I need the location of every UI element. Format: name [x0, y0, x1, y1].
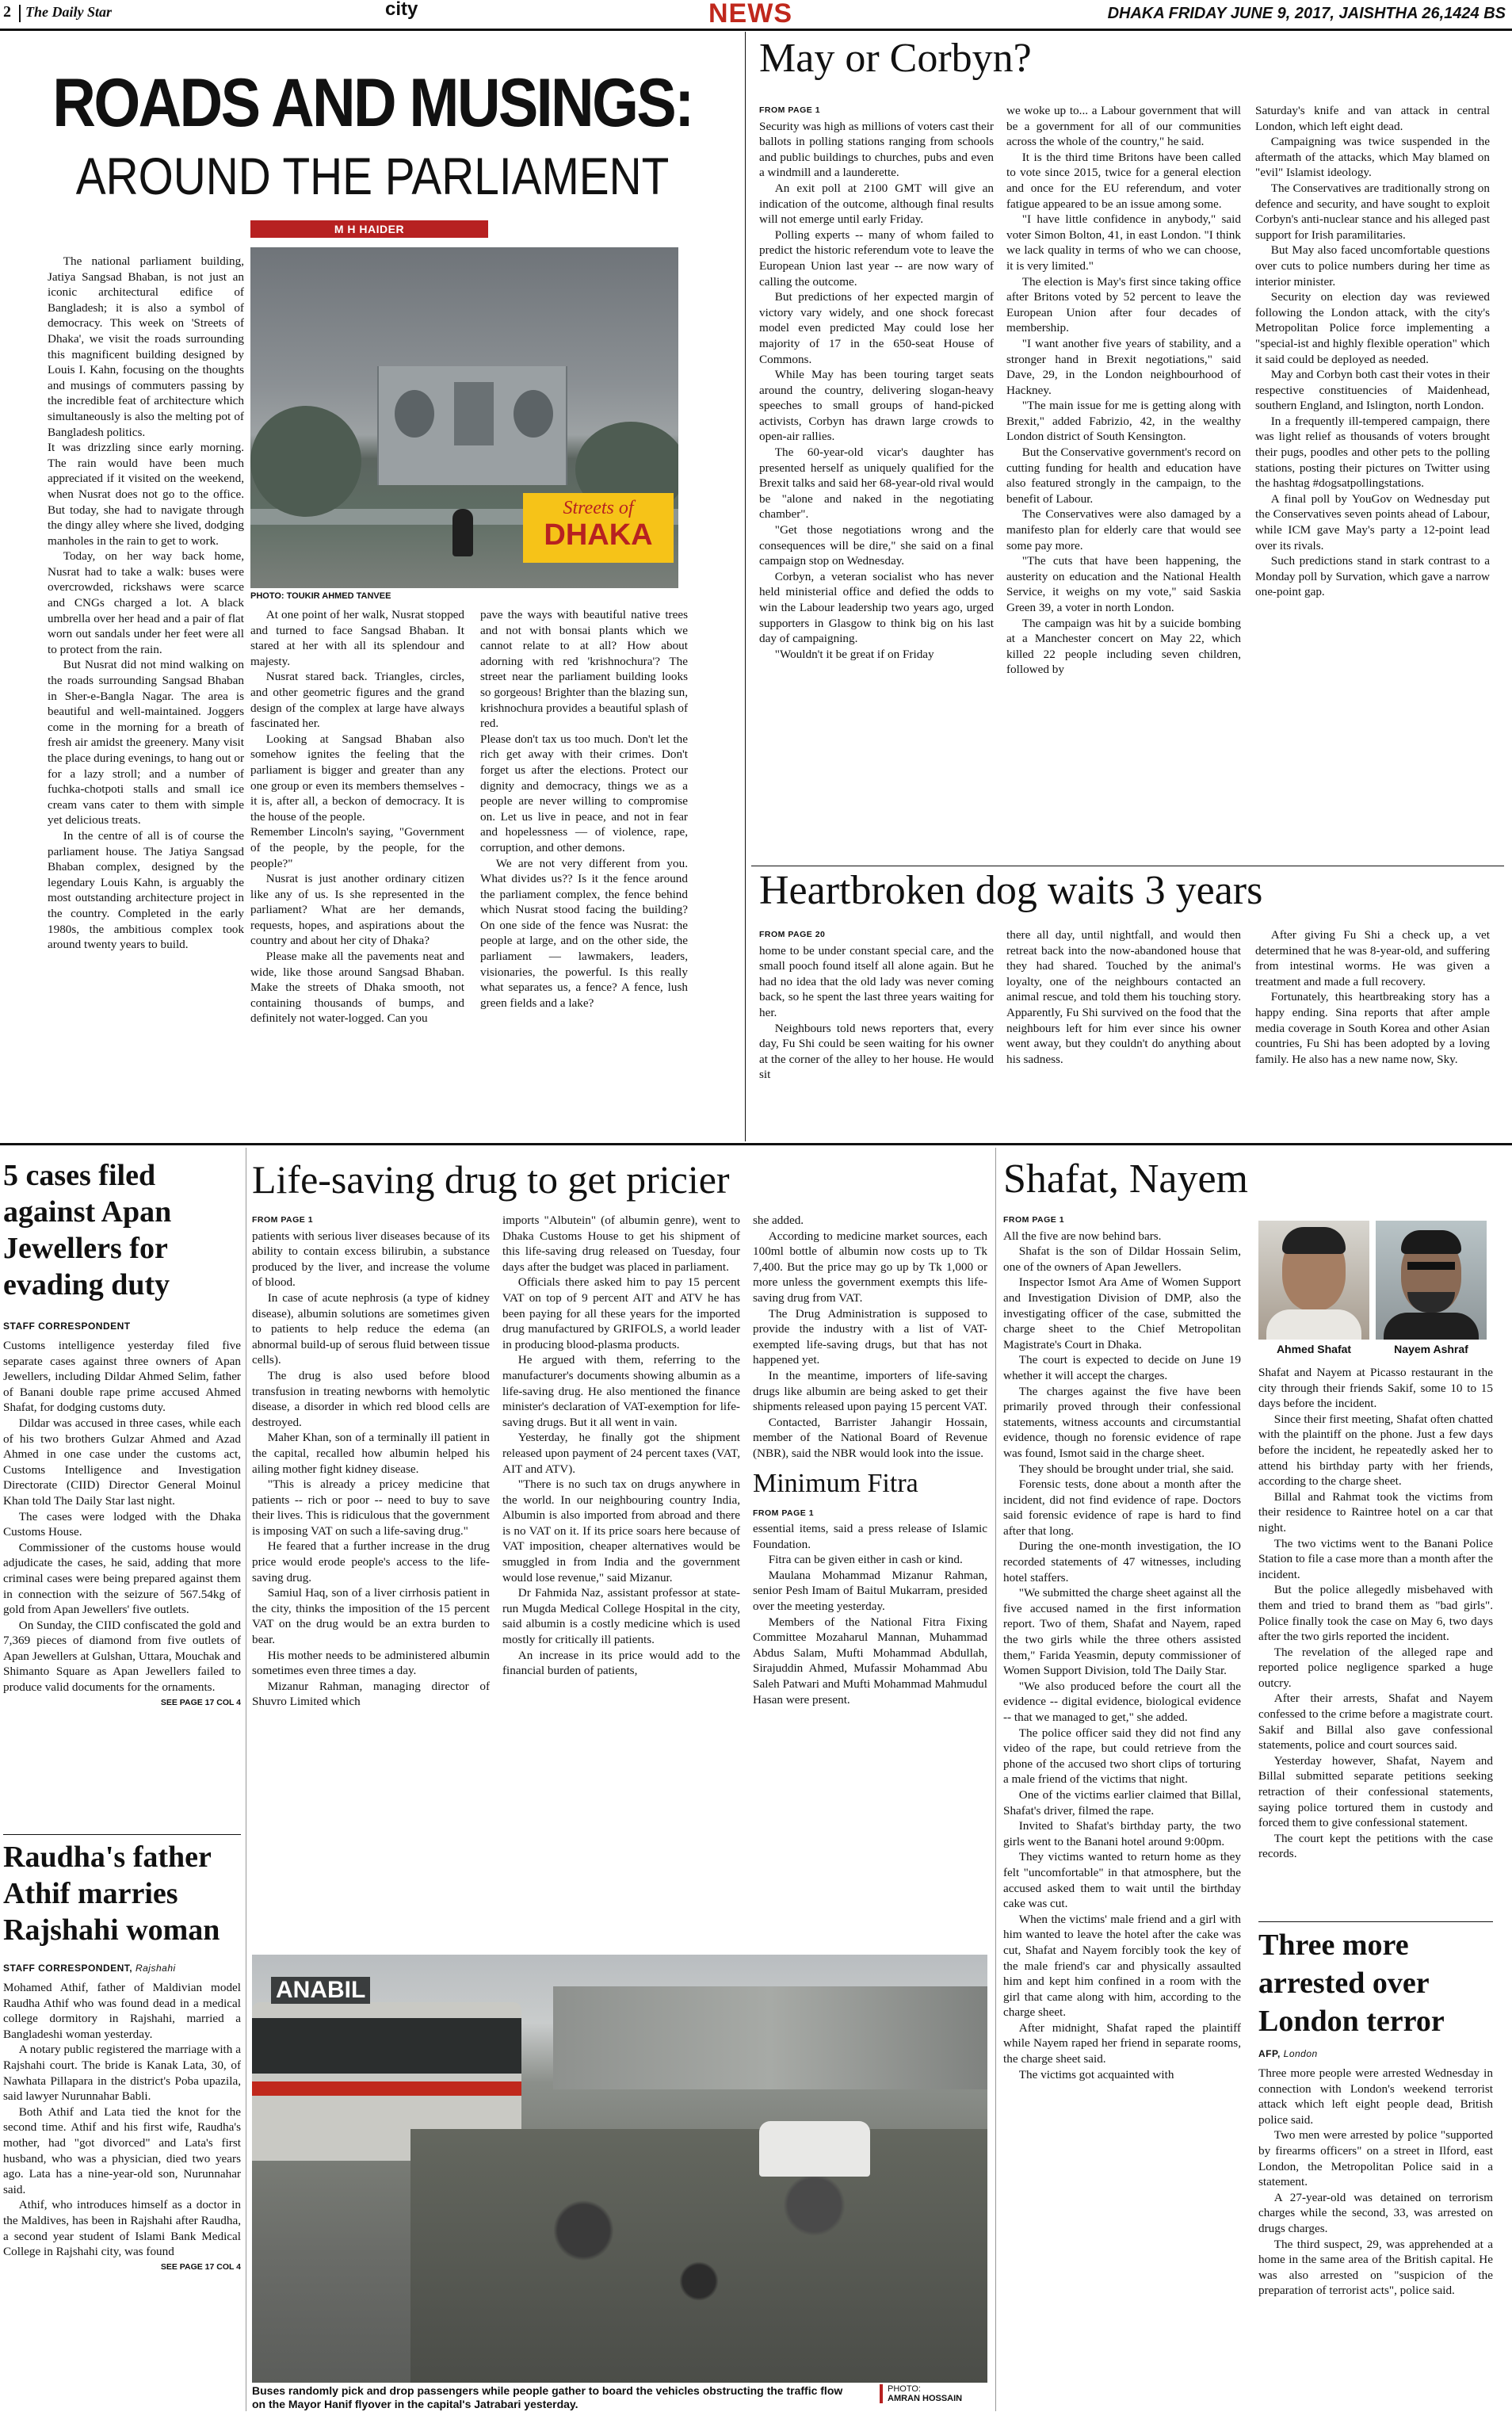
may-col-3 [1255, 103, 1490, 864]
raudha-byline-author: STAFF CORRESPONDENT, [3, 1963, 133, 1974]
drug-col-2 [502, 1213, 740, 1950]
may-para: "I want another five years of stability, and a stronger hand in Brexit negotiations," said Dave, 29, in the London neighbourhood of Hackney. [1006, 336, 1241, 397]
dog-para: After giving Fu Shi a check up, a vet determined that he was 8-year-old, and suffering from intestinal worms. He was given a treatment and made a full recovery. [1255, 928, 1490, 988]
mid-page-rule [0, 1143, 1512, 1145]
dateline-text: DHAKA FRIDAY JUNE 9, 2017, JAISHTHA 26,1424 BS [1107, 5, 1506, 22]
london-byline [1258, 2048, 1318, 2059]
drug-para: Contacted, Barrister Jahangir Hossain, member of the National Board of Revenue (NBR), said the NBR would look into the issue. [753, 1415, 987, 1460]
london-para: A 27-year-old was detained on terrorism charges while the second, 33, was arrested on drugs charges. [1258, 2190, 1493, 2235]
roads-para: pave the ways with beautiful native trees and not with bonsai plants which we cannot relate to at all? How about adorning with red 'krishnochura'? The street near the parliament building looks so gorgeous! Brighter than the blazing sun, krishnochura provides a beautiful splash of red. [480, 608, 688, 731]
roads-col-3 [480, 607, 688, 1114]
london-para: The third suspect, 29, was apprehended at a home in the same area of the British capital. He was also arrested on "suspicion of the preparation of terrorist acts", police said. [1258, 2237, 1493, 2298]
drug-para: she added. [753, 1214, 804, 1227]
skyline [553, 1986, 987, 2089]
apan-byline: STAFF CORRESPONDENT [3, 1321, 131, 1332]
shafat-para: But the police allegedly misbehaved with them and tried to brand them as "bad girls". Police finally took the case on May 6, two days after the two girls reported the incident. [1258, 1583, 1493, 1644]
london-body [1258, 2066, 1493, 2408]
crowd [410, 2129, 987, 2383]
may-para: An exit poll at 2100 GMT will give an indication of the outcome, although final results will not emerge until early Friday. [759, 181, 994, 227]
may-para: Polling experts -- many of whom failed to predict the historic referendum vote to leave the European Union last year -- are now wary of calling the outcome. [759, 227, 994, 289]
shafat-para: The court kept the petitions with the case records. [1258, 1831, 1493, 1861]
drug-headline: Life-saving drug to get pricier [252, 1157, 730, 1202]
shafat-col-1 [1003, 1213, 1241, 2408]
shafat-para: Shafat and Nayem at Picasso restaurant in the city through their friends Sakif, some 10 to 15 days before the incident. [1258, 1366, 1493, 1411]
drug-para: He feared that a further increase in the drug price would erode people's access to the life-saving drug. [252, 1539, 490, 1584]
roads-byline [250, 220, 488, 238]
roads-photo-credit: PHOTO: TOUKIR AHMED TANVEE [250, 591, 391, 601]
shafat-para: After midnight, Shafat raped the plaintiff while Nayem raped her friend in separate rooms, the charge sheet said. [1003, 2020, 1241, 2066]
dog-para: Fortunately, this heartbreaking story has a happy ending. Sina reports that after ample media coverage in South Korea and other Asian countries, Fu Shi has been adopted by a loving family. He also has a new name now, Sky. [1255, 990, 1490, 1066]
may-para: Such predictions stand in stark contrast to a Monday poll by Survation, which gave a narrow one-point gap. [1255, 554, 1490, 599]
shafat-para: Billal and Rahmat took the victims from their residence to Raintree hotel on a car that night. [1258, 1489, 1493, 1535]
raudha-para: Mohamed Athif, father of Maldivian model Raudha Athif who was found dead in a medical college dormitory in Rajshahi, married a Bangladeshi woman yesterday. [3, 1981, 241, 2041]
dog-from: FROM PAGE 20 [759, 930, 826, 939]
bus-sign: ANABIL [271, 1977, 370, 2004]
roads-para: Please don't tax us too much. Don't let the rich get away with their crimes. Don't forget us after the elections. Protect our dignity and democracy, things we as a people are never willing to compromise on. Let us live in peace, and not in fear and hopelessness — of violence, rape, corruption, and other demons. [480, 732, 688, 854]
drug-para: His mother needs to be administered albumin sometimes even three times a day. [252, 1648, 490, 1678]
drug-para: Samiul Haq, son of a liver cirrhosis patient in the city, thinks the imposition of the 15 percent VAT on the drug would be an extra burden to bear. [252, 1586, 490, 1647]
shafat-para: After their arrests, Shafat and Nayem confessed to the crime before a magistrate court. Sakif and Billal also gave confessional statements, police and court sources said. [1258, 1691, 1493, 1753]
drug-para: An increase in its price would add to the financial burden of patients, [502, 1648, 740, 1678]
apan-para: The cases were lodged with the Dhaka Customs House. [3, 1509, 241, 1539]
car [759, 2121, 870, 2177]
streets-of-dhaka-badge [523, 493, 674, 563]
drug-para: The Drug Administration is supposed to provide the industry with a list of VAT-exempted life-saving drugs, but that has not happened yet. [753, 1306, 987, 1367]
roads-para: At one point of her walk, Nusrat stopped and turned to face Sangsad Bhaban. It stared at her with all its splendour and majesty. [250, 608, 464, 668]
badge-top-text: Streets of [563, 498, 634, 518]
may-para: Campaigning was twice suspended in the aftermath of the attacks, which May blamed on "evil" Islamist ideology. [1255, 135, 1490, 180]
raudha-para: A notary public registered the marriage with a Rajshahi court. The bride is Kanak Lata, 30, of Nawhata Pillapara in the district's Poba upazila, said lawyer Nurunnahar Babli. [3, 2043, 241, 2104]
shafat-para: The two victims went to the Banani Police Station to file a case more than a month after the incident. [1258, 1536, 1493, 1581]
page-number: 2 [3, 3, 11, 21]
dog-para: home to be under constant special care, and the small pooch found itself all alone again. But he had no idea that the old lady was never coming back, so he spent the last three years waiting for her. [759, 943, 994, 1019]
may-col-2 [1006, 103, 1241, 864]
raudha-jump[interactable]: SEE PAGE 17 COL 4 [160, 2261, 241, 2272]
roads-col-2 [250, 607, 464, 1114]
apan-jump[interactable]: SEE PAGE 17 COL 4 [160, 1697, 241, 1707]
may-para: "I have little confidence in anybody," said voter Simon Bolton, 41, in east London. "I think we lack quality in terms of who we can choose, it is very limited." [1006, 212, 1241, 273]
apan-para: On Sunday, the CIID confiscated the gold and 7,369 pieces of diamond from five outlets of Apan Jewellers at Gulshan, Uttara, Mouchak and Shimanto Square as Apan Jewellers failed to produce valid documents for the ornaments. [3, 1618, 241, 1695]
london-para: Two men were arrested by police "supported by firearms officers" on a street in Ilford, east London, the Metropolitan Police said in a statement. [1258, 2128, 1493, 2189]
may-para: It is the third time Britons have been called to vote since 2015, twice for a general election and once for the EU referendum, and voter fatigue appeared to be an issue among some. [1006, 150, 1241, 211]
section-label: city [385, 0, 418, 20]
shafat-para: All the five are now behind bars. [1003, 1229, 1162, 1243]
raudha-para: Both Athif and Lata tied the knot for the second time. Athif and his first wife, Raudha's mother, had "got divorced" and Lata's first husband, who was a physician, died two years ago. Lata has a nine-year-old son, Nurunnahar said. [3, 2104, 241, 2196]
flyover-credit [880, 2384, 987, 2403]
badge-bottom-text: DHAKA [544, 518, 653, 552]
may-para: The 60-year-old vicar's daughter has presented herself as uniquely qualified for the Brexit talks and said her 68-year-old rival would be "alone and naked in the negotiating chamber". [759, 445, 994, 522]
drug-para: Dr Fahmida Naz, assistant professor at state-run Mugda Medical College Hospital in the city, said albumin is a costly medicine which is used mostly for critically ill patients. [502, 1586, 740, 1647]
feature-divider [745, 32, 746, 1141]
nayem-photo-name: Nayem Ashraf [1394, 1343, 1468, 1355]
apan-para: Customs intelligence yesterday filed five separate cases against three owners of Apan Jewellers, including Dildar Ahmed Selim, father of Banani double rape prime accused Ahmed Shafat, for dodging customs duty. [3, 1339, 241, 1415]
drug-para: Maher Khan, son of a terminally ill patient in the capital, recalled how albumin helped his ailing mother fight kidney disease. [252, 1431, 490, 1476]
page-dateline [1108, 5, 1506, 23]
shafat-para: Shafat is the son of Dildar Hossain Selim, one of the owners of Apan Jewellers. [1003, 1244, 1241, 1274]
drug-para: Officials there asked him to pay 15 percent VAT on top of 9 percent AIT and ATV he has been paying for all these years for the imported drug manufactured by GRIFOLS, a world leader in producing blood-plasma products. [502, 1275, 740, 1351]
drug-from: FROM PAGE 1 [252, 1215, 314, 1225]
shafat-para: During the one-month investigation, the IO recorded statements of 47 witnesses, including hotel staffers. [1003, 1539, 1241, 1584]
shafat-para: The court is expected to decide on June 19 whether it will accept the charges. [1003, 1353, 1241, 1382]
drug-para: "There is no such tax on drugs anywhere in the world. In our neighbouring country India, Albumin is also imported from abroad and there is no VAT on it. If its price soars here because of VAT imposition, cheaper alternatives would be smuggled in from India and the government would lose revenue," said Mizanur. [502, 1477, 740, 1584]
drug-para: According to medicine market sources, each 100ml bottle of albumin now costs up to Tk 7,400. But the price may go up by Tk 1,000 or more unless the government exempts this life-saving drug from VAT. [753, 1229, 987, 1305]
may-para: Security was high as millions of voters cast their ballots in polling stations ranging from schools and public buildings to churches, pubs and even a windmill and a launderette. [759, 119, 994, 180]
roads-para: Nusrat stared back. Triangles, circles, and other geometric figures and the grand design of the complex at large have always fascinated her. [250, 670, 464, 731]
shafat-para: They victims wanted to return home as they felt "uncomfortable" in that atmosphere, but the accused asked them to wait until the birthday cake was cut. [1003, 1850, 1241, 1911]
apan-headline: 5 cases filed against Apan Jewellers for evading duty [3, 1159, 172, 1302]
may-para: May and Corbyn both cast their votes in their respective constituencies of Maidenhead, southern England, and Islington, north London. [1255, 368, 1490, 413]
shafat-para: Since their first meeting, Shafat often chatted with the plaintiff on the phone. Just a few days before the incident, he repeatedly asked her to attend his birthday party with her friends, according to the charge sheet. [1258, 1412, 1493, 1489]
may-para: While May has been touring target seats around the country, delivering slogan-heavy speeches to small groups of hand-picked activists, Corbyn has drawn large crowds to open-air rallies. [759, 368, 994, 444]
fitra-headline: Minimum Fitra [753, 1468, 918, 1498]
london-para: Three more people were arrested Wednesday in connection with London's weekend terrorist attack which left eight people dead, British police said. [1258, 2066, 1493, 2127]
drug-col-1 [252, 1213, 490, 1950]
shafat-para: "We also produced before the court all the evidence -- digital evidence, biological evidence -- that we managed to get," she added. [1003, 1679, 1241, 1724]
london-headline: Three more arrested over London terror [1258, 1928, 1445, 2038]
roads-para: Nusrat is just another ordinary citizen like any of us. Is she represented in the parliament? What are her demands, requests, hopes, and aspirations about the country and about her city of Dhaka? [250, 872, 464, 948]
apan-para: Dildar was accused in three cases, while each of his two brothers Gulzar Ahmed and Azad Ahmed in one case under the customs act, Customs Intelligence and Investigation Directorate (CIID) Director General Moinul Khan told The Daily Star last night. [3, 1416, 241, 1508]
may-para: In a frequently ill-tempered campaign, there was light relief as thousands of voters brought their pugs, poodles and other pets to the polling stations, posting their pictures on Twitter using the hashtag #dogsatpollingstations. [1255, 414, 1490, 491]
flyover-caption-text: Buses randomly pick and drop passengers while people gather to board the vehicles obstructing the traffic flow on the Mayor Hanif flyover in the capital's Jatrabari yesterday. [252, 2384, 843, 2410]
may-from: FROM PAGE 1 [759, 105, 821, 115]
shafat-para: When the victims' male friend and a girl with him wanted to leave the hotel after the cake was cut, Shafat and Nayem forcibly took the key of the male friend's car and physically assaulted him and kept him confined in a room with the girl that came along with him, according to the charge sheet. [1003, 1912, 1241, 2020]
drug-para: patients with serious liver diseases because of its ability to contain excess bilirubin, a substance produced by the liver, and increase the volume of blood. [252, 1229, 490, 1290]
may-para: Corbyn, a veteran socialist who has never held ministerial office and defied the odds to win the Labour leadership two years ago, urged supporters in Glasgow to think big on his last day of campaigning. [759, 569, 994, 646]
drug-para: imports "Albutein" (of albumin genre), went to Dhaka Customs House to get his shipment of this life-saving drug released on Tuesday, four days after the budget was placed in parliament. [502, 1214, 740, 1274]
may-para: But predictions of her expected margin of victory vary widely, and one shock forecast model even predicted May could lose her majority of 17 in the 650-seat House of Commons. [759, 290, 994, 366]
roads-para: Please make all the pavements neat and wide, like those around Sangsad Bhaban. Make the streets of Dhaka smooth, not containing thousands of bumps, and definitely not water-logged. Can you [250, 950, 464, 1026]
flyover-caption [252, 2384, 854, 2411]
raudha-byline [3, 1963, 176, 1974]
shafat-para: They should be brought under trial, she said. [1018, 1462, 1234, 1476]
shafat-para: Invited to Shafat's birthday party, the two girls went to the Banani hotel around 9:00pm. [1003, 1819, 1241, 1848]
may-para: "The main issue for me is getting along with Brexit," added Fabrizio, 42, in the wealthy London district of South Kensington. [1006, 399, 1241, 444]
may-headline: May or Corbyn? [759, 36, 1032, 81]
drug-col-3 [753, 1213, 987, 1950]
nayem-photo [1376, 1221, 1487, 1340]
roads-para: Looking at Sangsad Bhaban also somehow ignites the feeling that the parliament is bigger and greater than any one group or even its members themselves - it is, after all, a beckon of democracy. It is the house of the people. [250, 732, 464, 824]
dog-col-2 [1006, 927, 1241, 1126]
shafat-from: FROM PAGE 1 [1003, 1215, 1065, 1225]
roads-para: The national parliament building, Jatiya Sangsad Bhaban, is not just an iconic architectural edifice of Bangladesh; it is also a symbol of democracy. This week on 'Streets of Dhaka', we visit the roads surrounding this magnificent building designed by Louis I. Kahn, focusing on the thoughts and musings of commuters passing by the incredible feat of architecture which simultaneously is also the melting pot of Bangladesh politics. [48, 254, 244, 439]
roads-col-1 [48, 254, 244, 1114]
shafat-photo [1258, 1221, 1369, 1340]
shafat-para: One of the victims earlier claimed that Billal, Shafat's driver, filmed the rape. [1003, 1787, 1241, 1818]
roads-feature [0, 32, 745, 1141]
flyover-credit-label: PHOTO: [888, 2384, 921, 2394]
dog-col-3 [1255, 927, 1490, 1126]
fitra-para: essential items, said a press release of Islamic Foundation. [753, 1522, 987, 1551]
flyover-credit-name: AMRAN HOSSAIN [888, 2394, 963, 2403]
may-para: The election is May's first since taking office after Britons voted by 52 percent to leave the European Union after four decades of membership. [1006, 274, 1241, 335]
dog-headline: Heartbroken dog waits 3 years [759, 868, 1263, 913]
shafat-para: Forensic tests, done about a month after the incident, did not find evidence of rape. Doctors said forensic evidence of rape is hard to find after that long. [1003, 1477, 1241, 1538]
may-para: we woke up to... a Labour government that will be a government for all of our communities across the whole of the country," he said. [1006, 104, 1241, 149]
roads-byline-text: M H HAIDER [334, 223, 405, 235]
fitra-from: FROM PAGE 1 [753, 1508, 815, 1518]
london-byline-place: London [1283, 2048, 1318, 2059]
drug-para: In the meantime, importers of life-saving drugs like albumin are being asked to get their shipments released upon paying 15 percent VAT. [753, 1368, 987, 1414]
news-label: NEWS [708, 0, 792, 29]
dog-para: Neighbours told news reporters that, every day, Fu Shi could be seen waiting for his owner at the corner of the alley to her house. He would sit [759, 1021, 994, 1082]
drug-para: "This is already a pricey medicine that patients -- rich or poor -- need to buy to save their lives. This is ridiculous that the government is imposing VAT on such a life-saving drug." [252, 1477, 490, 1538]
may-para: "Get those negotiations wrong and the consequences will be dire," she said on a final campaign stop on Wednesday. [759, 523, 994, 568]
shafat-para: The revelation of the alleged rape and reported police negligence sparked a huge outcry. [1258, 1645, 1493, 1690]
roads-para: Remember Lincoln's saying, "Government of the people, by the people, for the people?" [250, 825, 464, 870]
shafat-para: Yesterday however, Shafat, Nayem and Billal submitted separate petitions seeking retraction of their confessional statements, saying police tortured them in custody and forced them to give confessional statement. [1258, 1753, 1493, 1830]
shafat-para: The victims got acquainted with [1018, 2067, 1174, 2081]
may-para: The campaign was hit by a suicide bombing at a Manchester concert on May 22, which killed 22 people including seven children, followed by [1006, 616, 1241, 677]
page-number-divider [19, 5, 21, 22]
right-col-divider [995, 1148, 996, 2411]
parliament-building [377, 366, 567, 485]
roads-subtitle: AROUND THE PARLIAMENT [75, 147, 670, 205]
page-header [0, 0, 1512, 29]
may-para: The Conservatives were also damaged by a manifesto plan for elderly care that would see some pay more. [1006, 507, 1241, 552]
raudha-body [3, 1980, 241, 2408]
drug-para: Yesterday, he finally got the shipment released upon payment of 24 percent taxes (VAT, AIT and ATV). [502, 1431, 740, 1476]
drug-para: He argued with them, referring to the manufacturer's documents showing albumin as a life-saving drug. He also mentioned the finance minister's declaration of VAT-exemption for life-saving drugs. But it all went in vain. [502, 1353, 740, 1429]
may-para: But the Conservative government's record on cutting funding for health and education have also featured strongly in the campaign, to the benefit of Labour. [1006, 445, 1241, 506]
raudha-para: Athif, who introduces himself as a doctor in the Maldives, has been in Rajshahi after Raudha, a second year student of Islami Bank Medical College in Rajshahi city, was found [3, 2198, 241, 2259]
fitra-para: Members of the National Fitra Fixing Committee Mozaharul Mannan, Muhammad Abdus Salam, Mufti Mohammad Abdullah, Sirajuddin Ahmed, Mufassir Mohammad Abu Saleh Patwari and Mufti Mohammad Mahmudul Hasan were present. [753, 1615, 987, 1707]
fitra-para: Fitra can be given either in cash or kind. [768, 1553, 963, 1567]
may-para: Security on election day was reviewed following the London attack, with the city's Metropolitan Police force implementing a "special-ist and highly flexible operation" which it said could be deployed as needed. [1255, 290, 1490, 366]
roads-para: In the centre of all is of course the parliament house. The Jatiya Sangsad Bhaban complex, designed by the legendary Louis Kahn, is arguably the most outstanding architecture project in the country. Completed in the early 1980s, the ambitious complex took around twenty years to build. [48, 828, 244, 952]
shafat-para: "We submitted the charge sheet against all the five accused named in the first information report. Two of them, Shafat and Nayem, raped the two girls while the three others assisted them," Farida Yeasmin, deputy commissioner of Women Support Division, told The Daily Star. [1003, 1586, 1241, 1678]
shafat-headline: Shafat, Nayem [1003, 1156, 1249, 1202]
may-para: A final poll by YouGov on Wednesday put the Conservatives seven points ahead of Labour, while ICM gave May's party a 12-point lead over its rivals. [1255, 491, 1490, 552]
umbrella-figure [452, 509, 473, 556]
shafat-photo-name: Ahmed Shafat [1276, 1343, 1352, 1355]
masthead-logo: The Daily Star [25, 4, 113, 20]
may-para: Saturday's knife and van attack in central London, which left eight dead. [1255, 104, 1490, 133]
dog-col-1 [759, 927, 994, 1126]
roads-para: But Nusrat did not mind walking on the roads surrounding Sangsad Bhaban in Sher-e-Bangla Nagar. The area is beautiful and well-maintained. Joggers come in the morning for a breath of fresh air amidst the greenery. Many visit the place during evenings, to hang out or for a lazy stroll; and a number of fuchka-chotpoti stalls and small ice cream vans cater to them with simple yet delicious treats. [48, 658, 244, 828]
fitra-para: Maulana Mohammad Mizanur Rahman, senior Pesh Imam of Baitul Mukarram, presided over the meeting yesterday. [753, 1568, 987, 1614]
roads-para: It was drizzling since early morning. The rain would have been much appreciated if it visited on the weekend, when Nusrat does not go to the office. But today, she had to navigate through the dingy alley where she lived, dodging manholes in the rain to get to work. [48, 441, 244, 548]
may-para: The Conservatives are traditionally strong on defence and security, and have sought to exploit Corbyn's anti-nuclear stance and his alleged past support for Irish paramilitaries. [1255, 181, 1490, 242]
london-byline-author: AFP, [1258, 2048, 1281, 2059]
tree [250, 406, 361, 517]
may-para: "Wouldn't it be great if on Friday [774, 647, 934, 661]
shafat-para: Inspector Ismot Ara Ame of Women Support and Investigation Division of DMP, also the investigating officer of the case, submitted the charge sheet to the Chief Metropolitan Magistrate's Court in Dhaka. [1003, 1275, 1241, 1351]
raudha-byline-place: Rajshahi [135, 1963, 176, 1974]
roads-title: ROADS AND MUSINGS: [52, 65, 693, 141]
shafat-bottom-rule [1258, 1921, 1493, 1922]
drug-para: Mizanur Rahman, managing director of Shuvro Limited which [252, 1679, 490, 1709]
shafat-para: The police officer said they did not find any video of the rape, but could retrieve from the phone of the accused two short clips of torturing a male friend of the victims that night. [1003, 1726, 1241, 1787]
roads-para: Today, on her way back home, Nusrat had to take a walk: buses were overcrowded, rickshaws were scarce and CNGs charged a lot. A black umbrella over her head and a pair of flat worn out sandals under her feet were all to protect from the rain. [48, 549, 244, 656]
drug-para: The drug is also used before blood transfusion in treating newborns with hemolytic disease, a disorder in which red blood cells are destroyed. [252, 1368, 490, 1429]
drug-para: In case of acute nephrosis (a type of kidney disease), albumin solutions are sometimes given to patients to help reduce the edema (an abnormal build-up of serous fluid between tissue cells). [252, 1290, 490, 1367]
shafat-col-2 [1258, 1365, 1493, 1920]
roads-para: We are not very different from you. What divides us?? Is it the fence around the parliament complex, the fence behind which Nusrat stood facing the building? On one side of the fence was Nusrat: the people at large, and on the other side, the parliament — lawmakers, leaders, visionaries, the powerful. Is this really what separates us, a fence? A fence, lush green fields and a lake? [480, 856, 688, 1010]
apan-body [3, 1338, 241, 1829]
shafat-para: The charges against the five have been primarily proved through their confessional statements, witness accounts and circumstantial evidence, though no forensic evidence of rape was found, Ismot said in the charge sheet. [1003, 1384, 1241, 1460]
apan-bottom-rule [3, 1834, 241, 1835]
may-col-1 [759, 103, 994, 864]
flyover-photo [252, 1955, 987, 2383]
apan-para: Commissioner of the customs house would adjudicate the cases, he said, adding that more criminal cases were being prepared against them in connection with the seizure of 567.54kg of gold from Apan Jewellers' five outlets. [3, 1540, 241, 1617]
may-para: But May also faced uncomfortable questions over cuts to police numbers during her time as interior minister. [1255, 243, 1490, 289]
raudha-headline: Raudha's father Athif marries Rajshahi woman [3, 1841, 220, 1947]
dog-para: there all day, until nightfall, and would then retreat back into the now-abandoned house that they had shared. Touched by the animal's loyalty, one of the neighbours contacted an animal rescue, and told them his touching story. Apparently, Fu Shi survived on the food that the neighbours left for him ever since his owner went away, but they couldn't do anything about his sadness. [1006, 928, 1241, 1066]
header-rule [0, 29, 1512, 31]
may-para: "The cuts that have been happening, the austerity on education and the National Health Service, it weighs on my vote," said Saskia Green 39, a voter in north London. [1006, 554, 1241, 614]
